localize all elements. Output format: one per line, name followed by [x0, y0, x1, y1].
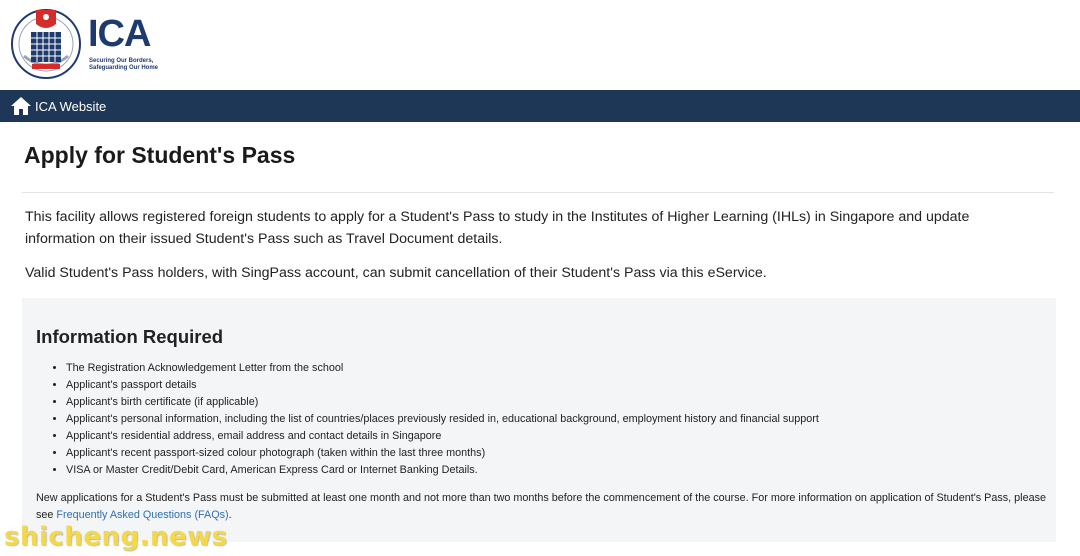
list-item: • Applicant's personal information, including the list of countries/places previously resided in, educational background, employment history and financial support	[66, 411, 1046, 428]
info-title: Information Required	[36, 326, 224, 347]
faq-link[interactable]: Frequently Asked Questions (FAQs)	[56, 509, 229, 521]
main-content	[22, 122, 1058, 556]
cancellation-paragraph: Valid Student's Pass holders, with SingPass account, can submit cancellation of their Student's Pass via this eService.	[25, 265, 767, 281]
ica-tagline: Securing Our Borders, Safeguarding Our Home	[89, 58, 159, 71]
ica-wordmark[interactable]: ICA	[88, 13, 151, 55]
top-navbar	[0, 90, 1080, 122]
list-item: • The Registration Acknowledgement Letter from the school	[66, 360, 1046, 377]
intro-paragraph: This facility allows registered foreign students to apply for a Student's Pass to study in the Institutes of Higher Learning (IHLs) in Singapore and update information on their issued Student's Pass such as Travel Document details.	[25, 209, 970, 247]
site-header	[0, 0, 1080, 90]
nav-home-link[interactable]	[10, 94, 106, 118]
list-item: • Applicant's recent passport-sized colour photograph (taken within the last three months)	[66, 445, 1046, 462]
info-list	[66, 360, 1046, 479]
list-item: • VISA or Master Credit/Debit Card, American Express Card or Internet Banking Details.	[66, 462, 1046, 479]
timing-note: New applications for a Student's Pass must be submitted at least one month and not more than two months before the commencement of the course. For more information on application of Student's Pass, please see Frequently Asked Questions (FAQs).	[36, 492, 1046, 521]
information-required-panel	[22, 298, 1056, 542]
title-divider	[22, 192, 1054, 193]
nav-home-label: ICA Website	[35, 98, 107, 114]
ica-seal-logo[interactable]	[10, 4, 82, 82]
list-item: • Applicant's residential address, email address and contact details in Singapore	[66, 428, 1046, 445]
list-item: • Applicant's passport details	[66, 377, 1046, 394]
watermark-text: shicheng.news	[4, 522, 228, 552]
home-icon	[10, 95, 32, 117]
page-title: Apply for Student's Pass	[24, 142, 296, 168]
list-item: • Applicant's birth certificate (if applicable)	[66, 394, 1046, 411]
